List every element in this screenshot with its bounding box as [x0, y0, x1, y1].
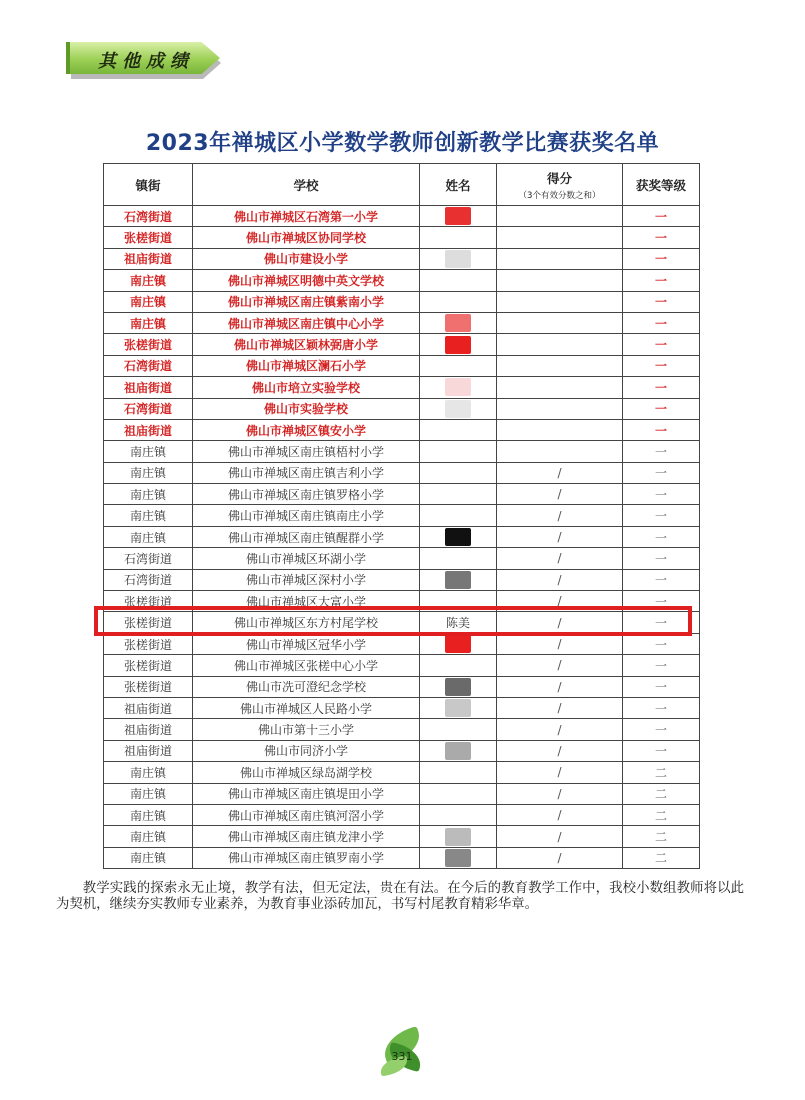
cell-town: 张槎街道 [104, 591, 193, 612]
cell-name [420, 762, 497, 783]
header-town: 镇街 [104, 164, 193, 206]
table-row [104, 783, 700, 804]
cell-name [420, 270, 497, 291]
table-row [104, 804, 700, 825]
cell-town: 石湾街道 [104, 206, 193, 227]
cell-town: 南庄镇 [104, 484, 193, 505]
cell-award: 一 [623, 633, 700, 654]
cell-score [497, 334, 623, 355]
redaction-mark [445, 571, 471, 589]
cell-name [420, 484, 497, 505]
table-row [104, 569, 700, 590]
cell-score [497, 312, 623, 333]
table-row [104, 847, 700, 868]
cell-school: 佛山市禅城区澜石小学 [193, 355, 420, 376]
cell-town: 祖庙街道 [104, 740, 193, 761]
cell-name [420, 398, 497, 419]
cell-award: 一 [623, 377, 700, 398]
cell-school: 佛山市禅城区协同学校 [193, 227, 420, 248]
cell-name [420, 526, 497, 547]
cell-award: 一 [623, 419, 700, 440]
cell-town: 南庄镇 [104, 270, 193, 291]
header-score-label: 得分 [546, 170, 572, 186]
cell-school: 佛山市禅城区石湾第一小学 [193, 206, 420, 227]
cell-school: 佛山市禅城区南庄镇罗格小学 [193, 484, 420, 505]
cell-school: 佛山市禅城区明德中英文学校 [193, 270, 420, 291]
table-row [104, 377, 700, 398]
cell-school: 佛山市禅城区绿岛湖学校 [193, 762, 420, 783]
redaction-mark [445, 314, 471, 332]
cell-score [497, 206, 623, 227]
cell-name [420, 312, 497, 333]
table-row [104, 655, 700, 676]
cell-school: 佛山市培立实验学校 [193, 377, 420, 398]
closing-paragraph: 教学实践的探索永无止境，教学有法，但无定法，贵在有法。在今后的教育教学工作中，我校小数组教师将以此为契机，继续夯实教师专业素养，为教育事业添砖加瓦，书写村尾教育精彩华章。 [56, 881, 744, 912]
cell-town: 祖庙街道 [104, 697, 193, 718]
cell-school: 佛山市禅城区南庄镇龙津小学 [193, 826, 420, 847]
cell-school: 佛山市禅城区人民路小学 [193, 697, 420, 718]
cell-score: / [497, 484, 623, 505]
cell-town: 南庄镇 [104, 783, 193, 804]
table-row [104, 826, 700, 847]
cell-school: 佛山市禅城区南庄镇堤田小学 [193, 783, 420, 804]
cell-school: 佛山市禅城区南庄镇梧村小学 [193, 441, 420, 462]
awards-table [103, 163, 700, 869]
header-award: 获奖等级 [623, 164, 700, 206]
cell-score [497, 227, 623, 248]
cell-name [420, 719, 497, 740]
redaction-mark [445, 336, 471, 354]
cell-award: 一 [623, 270, 700, 291]
header-score-note: （3个有效分数之和） [518, 190, 601, 201]
cell-town: 张槎街道 [104, 227, 193, 248]
cell-score: / [497, 462, 623, 483]
cell-town: 张槎街道 [104, 655, 193, 676]
table-row [104, 462, 700, 483]
table-row [104, 526, 700, 547]
cell-school: 佛山市建设小学 [193, 248, 420, 269]
cell-score: / [497, 526, 623, 547]
redaction-mark [445, 635, 471, 653]
cell-score: / [497, 826, 623, 847]
cell-name [420, 676, 497, 697]
redaction-mark [445, 528, 471, 546]
cell-score: / [497, 633, 623, 654]
cell-school: 佛山市禅城区环湖小学 [193, 548, 420, 569]
section-tag-label: 其他成绩 [98, 51, 194, 72]
cell-award: 一 [623, 719, 700, 740]
cell-score: / [497, 762, 623, 783]
table-row [104, 355, 700, 376]
cell-name [420, 334, 497, 355]
table-row [104, 206, 700, 227]
section-tag [66, 42, 226, 78]
cell-award: 一 [623, 548, 700, 569]
cell-town: 石湾街道 [104, 548, 193, 569]
table-row [104, 291, 700, 312]
cell-award: 一 [623, 206, 700, 227]
cell-award: 一 [623, 612, 700, 633]
cell-score: / [497, 783, 623, 804]
cell-score [497, 398, 623, 419]
cell-town: 南庄镇 [104, 762, 193, 783]
redaction-mark [445, 678, 471, 696]
cell-score: / [497, 612, 623, 633]
cell-school: 佛山市禅城区南庄镇河滘小学 [193, 804, 420, 825]
cell-name [420, 826, 497, 847]
cell-award: 一 [623, 462, 700, 483]
cell-school: 佛山市禅城区镇安小学 [193, 419, 420, 440]
cell-town: 南庄镇 [104, 804, 193, 825]
redaction-mark [445, 742, 471, 760]
table-row [104, 762, 700, 783]
cell-award: 一 [623, 227, 700, 248]
cell-award: 一 [623, 334, 700, 355]
table-body [104, 206, 700, 869]
cell-town: 石湾街道 [104, 398, 193, 419]
cell-score [497, 270, 623, 291]
cell-town: 祖庙街道 [104, 248, 193, 269]
cell-name [420, 206, 497, 227]
cell-name-text: 陈美 [445, 616, 470, 631]
cell-school: 佛山市禅城区张槎中心小学 [193, 655, 420, 676]
table-row [104, 270, 700, 291]
cell-award: 二 [623, 762, 700, 783]
cell-score [497, 419, 623, 440]
cell-town: 石湾街道 [104, 355, 193, 376]
cell-award: 二 [623, 804, 700, 825]
cell-award: 一 [623, 569, 700, 590]
cell-school: 佛山市禅城区南庄镇中心小学 [193, 312, 420, 333]
cell-award: 一 [623, 740, 700, 761]
header-school: 学校 [193, 164, 420, 206]
cell-name [420, 248, 497, 269]
cell-name [420, 655, 497, 676]
cell-award: 二 [623, 847, 700, 868]
cell-name [420, 377, 497, 398]
table-row [104, 676, 700, 697]
cell-award: 一 [623, 441, 700, 462]
table-row [104, 697, 700, 718]
cell-town: 南庄镇 [104, 312, 193, 333]
cell-score: / [497, 804, 623, 825]
table-row [104, 398, 700, 419]
cell-award: 一 [623, 398, 700, 419]
table-row [104, 505, 700, 526]
header-score [497, 164, 623, 206]
table-row [104, 484, 700, 505]
cell-name [420, 291, 497, 312]
cell-town: 南庄镇 [104, 441, 193, 462]
cell-town: 祖庙街道 [104, 377, 193, 398]
cell-name [420, 804, 497, 825]
cell-name [420, 569, 497, 590]
cell-score [497, 355, 623, 376]
cell-award: 一 [623, 248, 700, 269]
cell-town: 张槎街道 [104, 334, 193, 355]
cell-award: 二 [623, 826, 700, 847]
cell-score [497, 377, 623, 398]
cell-school: 佛山市禅城区深村小学 [193, 569, 420, 590]
cell-town: 南庄镇 [104, 847, 193, 868]
page-number-badge [378, 1028, 426, 1080]
cell-name [420, 783, 497, 804]
cell-name [420, 633, 497, 654]
cell-town: 南庄镇 [104, 291, 193, 312]
cell-score: / [497, 740, 623, 761]
cell-school: 佛山市禅城区南庄镇紫南小学 [193, 291, 420, 312]
cell-town: 石湾街道 [104, 569, 193, 590]
cell-town: 南庄镇 [104, 526, 193, 547]
document-title: 2023年禅城区小学数学教师创新教学比赛获奖名单 [145, 131, 660, 156]
table-row [104, 633, 700, 654]
table-row [104, 419, 700, 440]
cell-school: 佛山市禅城区南庄镇吉利小学 [193, 462, 420, 483]
cell-score: / [497, 569, 623, 590]
table-row [104, 719, 700, 740]
cell-name [420, 355, 497, 376]
cell-name [420, 227, 497, 248]
table-row [104, 248, 700, 269]
cell-school: 佛山市禅城区南庄镇罗南小学 [193, 847, 420, 868]
cell-score [497, 441, 623, 462]
redaction-mark [445, 699, 471, 717]
cell-town: 祖庙街道 [104, 719, 193, 740]
header-name: 姓名 [420, 164, 497, 206]
redaction-mark [445, 378, 471, 396]
redaction-mark [445, 250, 471, 268]
cell-name [420, 462, 497, 483]
cell-score: / [497, 591, 623, 612]
cell-name [420, 548, 497, 569]
cell-award: 一 [623, 655, 700, 676]
cell-name [420, 441, 497, 462]
cell-school: 佛山市禅城区东方村尾学校 [193, 612, 420, 633]
redaction-mark [445, 849, 471, 867]
cell-score: / [497, 847, 623, 868]
cell-school: 佛山市禅城区南庄镇南庄小学 [193, 505, 420, 526]
cell-award: 一 [623, 484, 700, 505]
cell-school: 佛山市冼可澄纪念学校 [193, 676, 420, 697]
cell-award: 一 [623, 591, 700, 612]
cell-town: 南庄镇 [104, 505, 193, 526]
cell-score: / [497, 505, 623, 526]
cell-school: 佛山市禅城区南庄镇醒群小学 [193, 526, 420, 547]
cell-award: 一 [623, 676, 700, 697]
cell-town: 南庄镇 [104, 826, 193, 847]
cell-school: 佛山市禅城区颖林弼唐小学 [193, 334, 420, 355]
cell-award: 一 [623, 526, 700, 547]
cell-score: / [497, 676, 623, 697]
cell-school: 佛山市禅城区大富小学 [193, 591, 420, 612]
cell-score: / [497, 719, 623, 740]
cell-name [420, 419, 497, 440]
table-row [104, 548, 700, 569]
table-row [104, 334, 700, 355]
cell-town: 南庄镇 [104, 462, 193, 483]
table-row [104, 740, 700, 761]
cell-score: / [497, 548, 623, 569]
cell-name [420, 697, 497, 718]
table-header-row [104, 164, 700, 206]
cell-score [497, 291, 623, 312]
cell-score [497, 248, 623, 269]
cell-award: 二 [623, 783, 700, 804]
cell-school: 佛山市实验学校 [193, 398, 420, 419]
cell-award: 一 [623, 355, 700, 376]
table-row [104, 312, 700, 333]
cell-town: 张槎街道 [104, 676, 193, 697]
redaction-mark [445, 828, 471, 846]
cell-name [420, 505, 497, 526]
cell-name [420, 847, 497, 868]
cell-name [420, 740, 497, 761]
cell-town: 张槎街道 [104, 633, 193, 654]
cell-town: 祖庙街道 [104, 419, 193, 440]
cell-award: 一 [623, 312, 700, 333]
redaction-mark [445, 207, 471, 225]
cell-score: / [497, 697, 623, 718]
table-row [104, 441, 700, 462]
page-number: 331 [391, 1050, 413, 1063]
table-row [104, 227, 700, 248]
cell-award: 一 [623, 697, 700, 718]
cell-award: 一 [623, 291, 700, 312]
cell-score: / [497, 655, 623, 676]
cell-town: 张槎街道 [104, 612, 193, 633]
cell-award: 一 [623, 505, 700, 526]
cell-school: 佛山市第十三小学 [193, 719, 420, 740]
cell-school: 佛山市禅城区冠华小学 [193, 633, 420, 654]
highlighted-row-box [94, 606, 692, 636]
cell-school: 佛山市同济小学 [193, 740, 420, 761]
redaction-mark [445, 400, 471, 418]
